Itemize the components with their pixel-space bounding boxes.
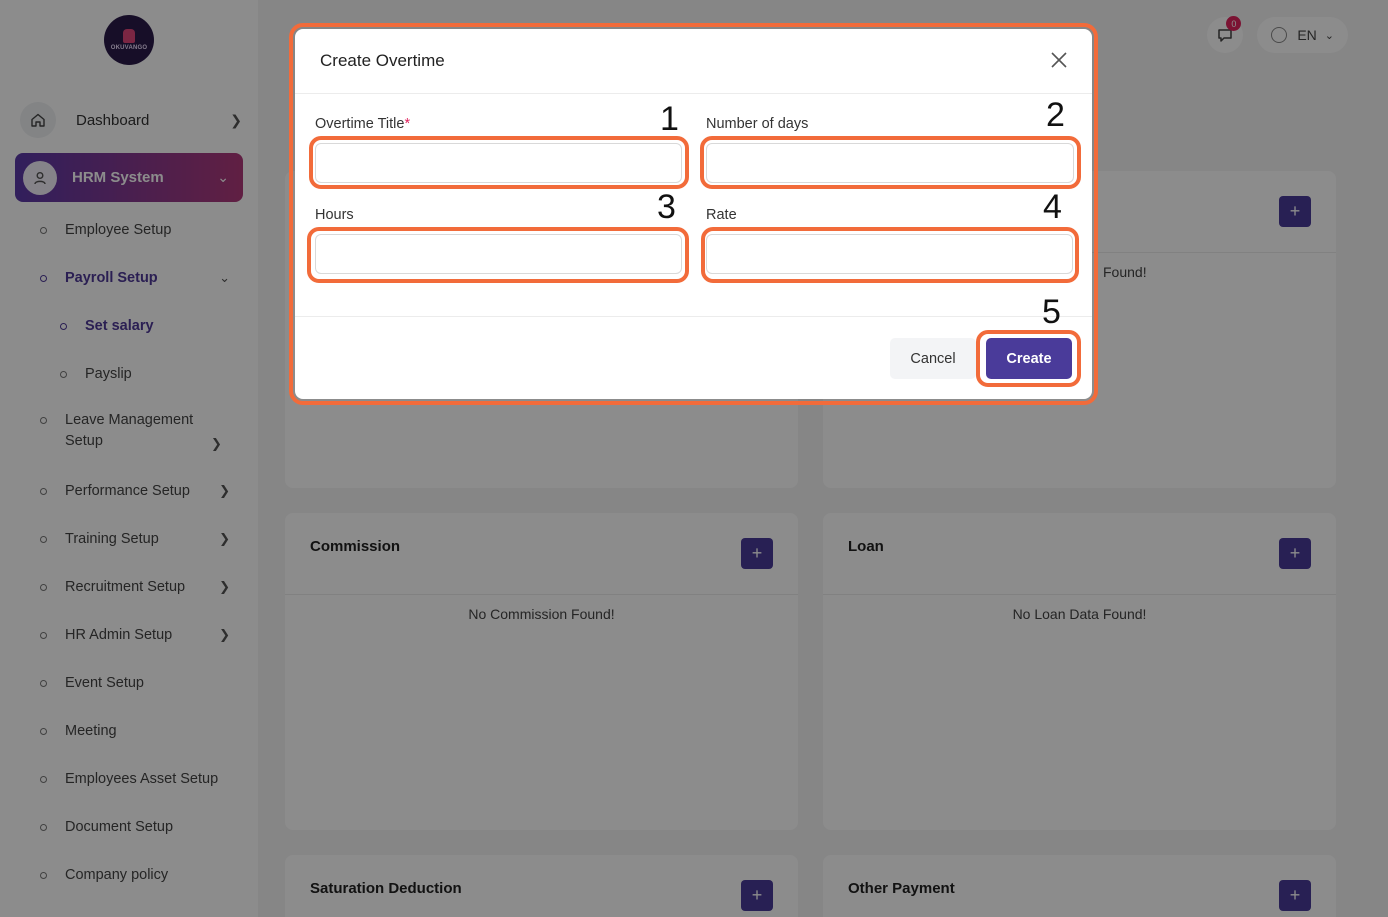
sidebar-item-label: HRM System xyxy=(72,169,164,186)
modal-title: Create Overtime xyxy=(320,51,445,70)
card-title: Other Payment xyxy=(848,880,955,897)
add-loan-button[interactable]: + xyxy=(1279,538,1311,569)
sidebar-item-label: HR Admin Setup xyxy=(65,626,173,643)
step-marker: 5 xyxy=(1042,293,1061,331)
sidebar-item-label: Dashboard xyxy=(76,111,150,129)
hours-label: Hours xyxy=(315,207,354,223)
card-title: Loan xyxy=(848,538,884,555)
sidebar-item-label: Event Setup xyxy=(65,674,144,691)
required-mark: * xyxy=(404,116,411,132)
sidebar-item-label: Recruitment Setup xyxy=(65,578,186,595)
empty-message: No Loan Data Found! xyxy=(1012,606,1147,622)
chevron-right-icon: ❯ xyxy=(219,531,230,546)
field-highlight xyxy=(309,136,689,189)
sidebar-item-label: Leave Management Setup xyxy=(65,412,194,449)
field-highlight xyxy=(307,227,689,283)
card-title: Saturation Deduction xyxy=(310,880,462,897)
field-highlight xyxy=(701,227,1079,283)
sidebar-item-label: Employees Asset Setup xyxy=(65,770,219,787)
add-saturation-button[interactable]: + xyxy=(741,880,773,911)
sidebar-item-label: Performance Setup xyxy=(65,482,190,499)
sidebar-item-label: Document Setup xyxy=(65,818,174,835)
field-highlight xyxy=(700,136,1081,189)
language-label: EN xyxy=(1297,27,1317,43)
step-marker: 2 xyxy=(1046,96,1065,134)
sidebar-item-label: Payroll Setup xyxy=(65,269,158,286)
logo-text: OKUVANGO xyxy=(110,45,148,51)
chevron-down-icon: ⌄ xyxy=(1324,29,1334,42)
sidebar-item-label: Set salary xyxy=(85,318,154,334)
label-text: Overtime Title xyxy=(315,116,405,132)
sidebar-item-label: Meeting xyxy=(65,722,117,739)
step-marker: 3 xyxy=(657,188,676,226)
notification-badge: 0 xyxy=(1226,16,1241,31)
add-commission-button[interactable]: + xyxy=(741,538,773,569)
sidebar-item-label: Employee Setup xyxy=(65,221,172,238)
chevron-right-icon: ❯ xyxy=(219,483,230,498)
step-marker: 1 xyxy=(660,100,679,138)
step-marker: 4 xyxy=(1043,188,1062,226)
chevron-right-icon: ❯ xyxy=(219,579,230,594)
chevron-right-icon: ❯ xyxy=(211,436,222,451)
sidebar-item-label: Company policy xyxy=(65,866,169,883)
chevron-down-icon: ⌄ xyxy=(217,169,229,185)
add-other-payment-button[interactable]: + xyxy=(1279,880,1311,911)
chevron-right-icon: ❯ xyxy=(230,111,242,128)
create-button[interactable]: Create xyxy=(986,338,1072,379)
sidebar-item-label: Payslip xyxy=(85,366,132,382)
number-of-days-label: Number of days xyxy=(706,116,809,132)
card-title: Commission xyxy=(310,538,401,555)
sidebar-item-label: Training Setup xyxy=(65,530,159,547)
chevron-down-icon: ⌄ xyxy=(219,270,230,285)
add-button[interactable]: + xyxy=(1279,196,1311,227)
empty-message: No Commission Found! xyxy=(468,606,615,622)
empty-message: Found! xyxy=(1103,264,1147,280)
rate-label: Rate xyxy=(706,207,737,223)
chevron-right-icon: ❯ xyxy=(219,627,230,642)
button-highlight xyxy=(976,330,1081,387)
cancel-button[interactable]: Cancel xyxy=(890,338,976,379)
